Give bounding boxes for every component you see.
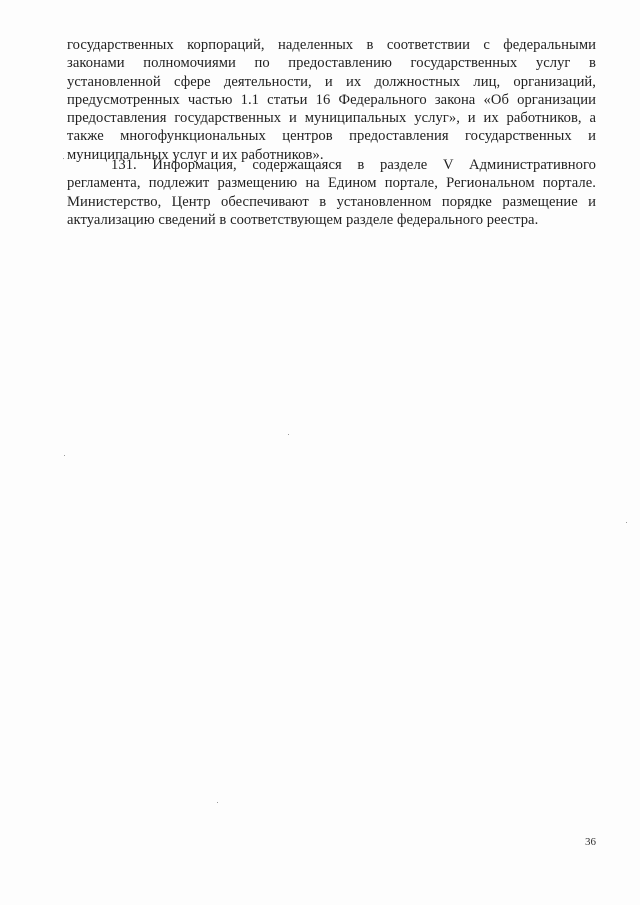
scan-speck xyxy=(64,455,65,456)
paragraph-line: предусмотренных частью 1.1 статьи 16 Федерального закона «Об организации xyxy=(67,91,596,108)
paragraph-line: муниципальных услуг и их работников». xyxy=(67,146,324,163)
paragraph-line: государственных корпораций, наделенных в соответствии с федеральными xyxy=(67,37,596,53)
scan-speck xyxy=(288,434,289,435)
paragraph-line: 131. Информация, содержащаяся в разделе V Административного xyxy=(111,157,596,173)
paragraph-line: предоставления государственных и муниципальных услуг», и их работников, а xyxy=(67,110,596,127)
paragraph-continued xyxy=(67,36,596,164)
scan-speck xyxy=(63,158,64,159)
paragraph-line: Министерство, Центр обеспечивают в установленном порядке размещение и xyxy=(67,193,596,210)
scan-speck xyxy=(217,802,218,803)
paragraph-line: также многофункциональных центров предоставления государственных и xyxy=(67,128,596,145)
paragraph-line: актуализацию сведений в соответствующем разделе федерального реестра. xyxy=(67,211,539,228)
paragraph-131 xyxy=(67,156,596,229)
page-number: 36 xyxy=(585,836,596,848)
paragraph-line: регламента, подлежит размещению на Едином портале, Региональном портале. xyxy=(67,175,596,192)
scan-speck xyxy=(626,522,627,523)
paragraph-line: установленной сфере деятельности, и их должностных лиц, организаций, xyxy=(67,73,596,90)
paragraph-line: законами полномочиями по предоставлению государственных услуг в xyxy=(67,55,596,72)
